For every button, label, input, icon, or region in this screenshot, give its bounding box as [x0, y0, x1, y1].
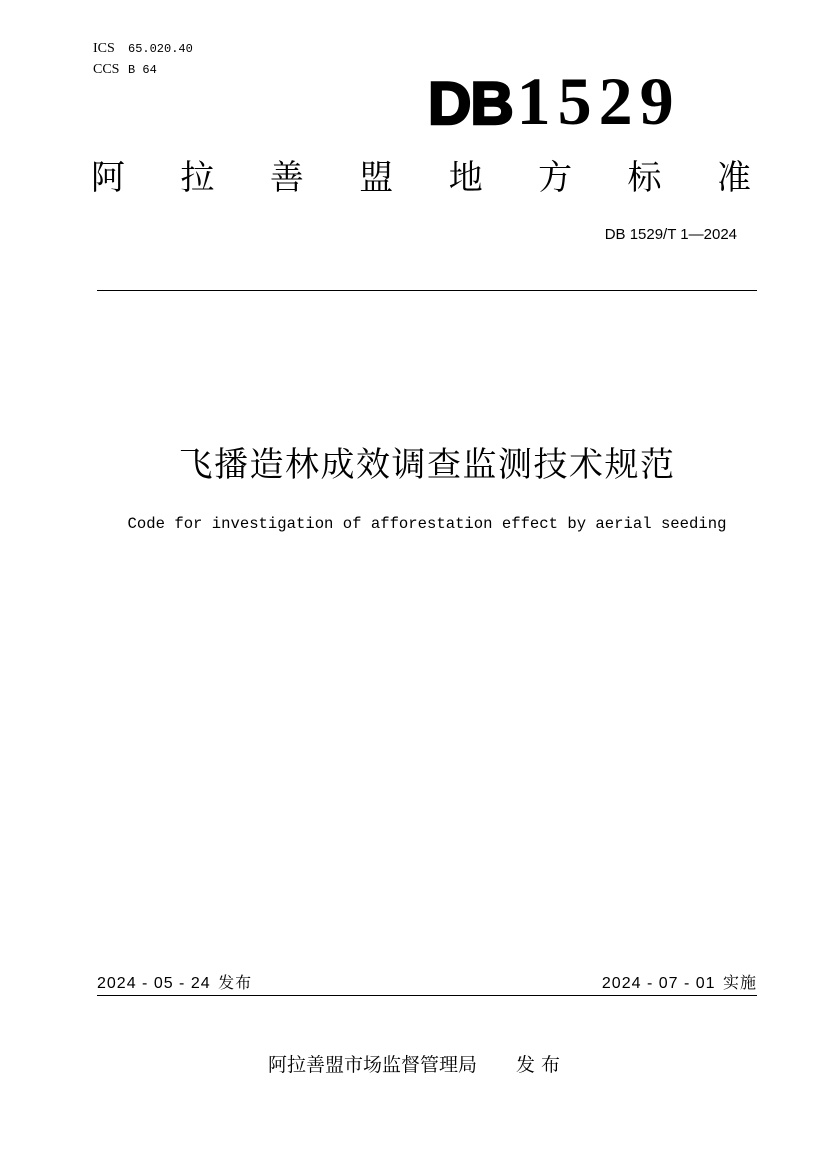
release-date: 2024 - 05 - 24 — [97, 975, 211, 992]
implementation-date: 2024 - 07 - 01 — [601, 975, 716, 992]
bottom-divider — [97, 995, 757, 996]
logo-number: 1529 — [516, 63, 681, 139]
standard-type-char: 准 — [716, 158, 751, 198]
standard-type-char: 盟 — [359, 158, 394, 198]
title-chinese: 飞播造林成效调查监测技术规范 — [178, 445, 676, 485]
ics-classification — [93, 39, 193, 57]
standard-type-char: 阿 — [91, 158, 125, 198]
ccs-classification — [93, 60, 157, 78]
standard-type-char: 方 — [538, 158, 573, 198]
ccs-label: CCS — [93, 62, 120, 77]
db-logo — [428, 63, 681, 139]
standard-type-char: 标 — [627, 158, 662, 198]
standard-type-char: 善 — [269, 158, 304, 198]
release-label: 发布 — [218, 973, 253, 992]
title-english: Code for investigation of afforestation effect by aerial seeding — [127, 515, 727, 533]
issuer-name: 阿拉善盟市场监督管理局 — [268, 1054, 478, 1076]
issuer-line — [268, 1054, 560, 1076]
logo-prefix: DB — [428, 70, 513, 137]
release-date-line — [97, 973, 252, 994]
standard-type-char: 地 — [448, 158, 483, 198]
ics-label: ICS — [93, 41, 115, 56]
implementation-label: 实施 — [722, 973, 757, 992]
top-divider — [97, 290, 757, 291]
ics-value: 65.020.40 — [128, 42, 193, 56]
issuer-action: 发 布 — [516, 1054, 561, 1076]
implementation-date-line — [602, 973, 757, 994]
ccs-value: B 64 — [128, 63, 157, 77]
standard-type-char: 拉 — [180, 158, 215, 198]
standard-number: DB 1529/T 1—2024 — [604, 226, 737, 243]
standard-type-heading — [91, 157, 751, 199]
